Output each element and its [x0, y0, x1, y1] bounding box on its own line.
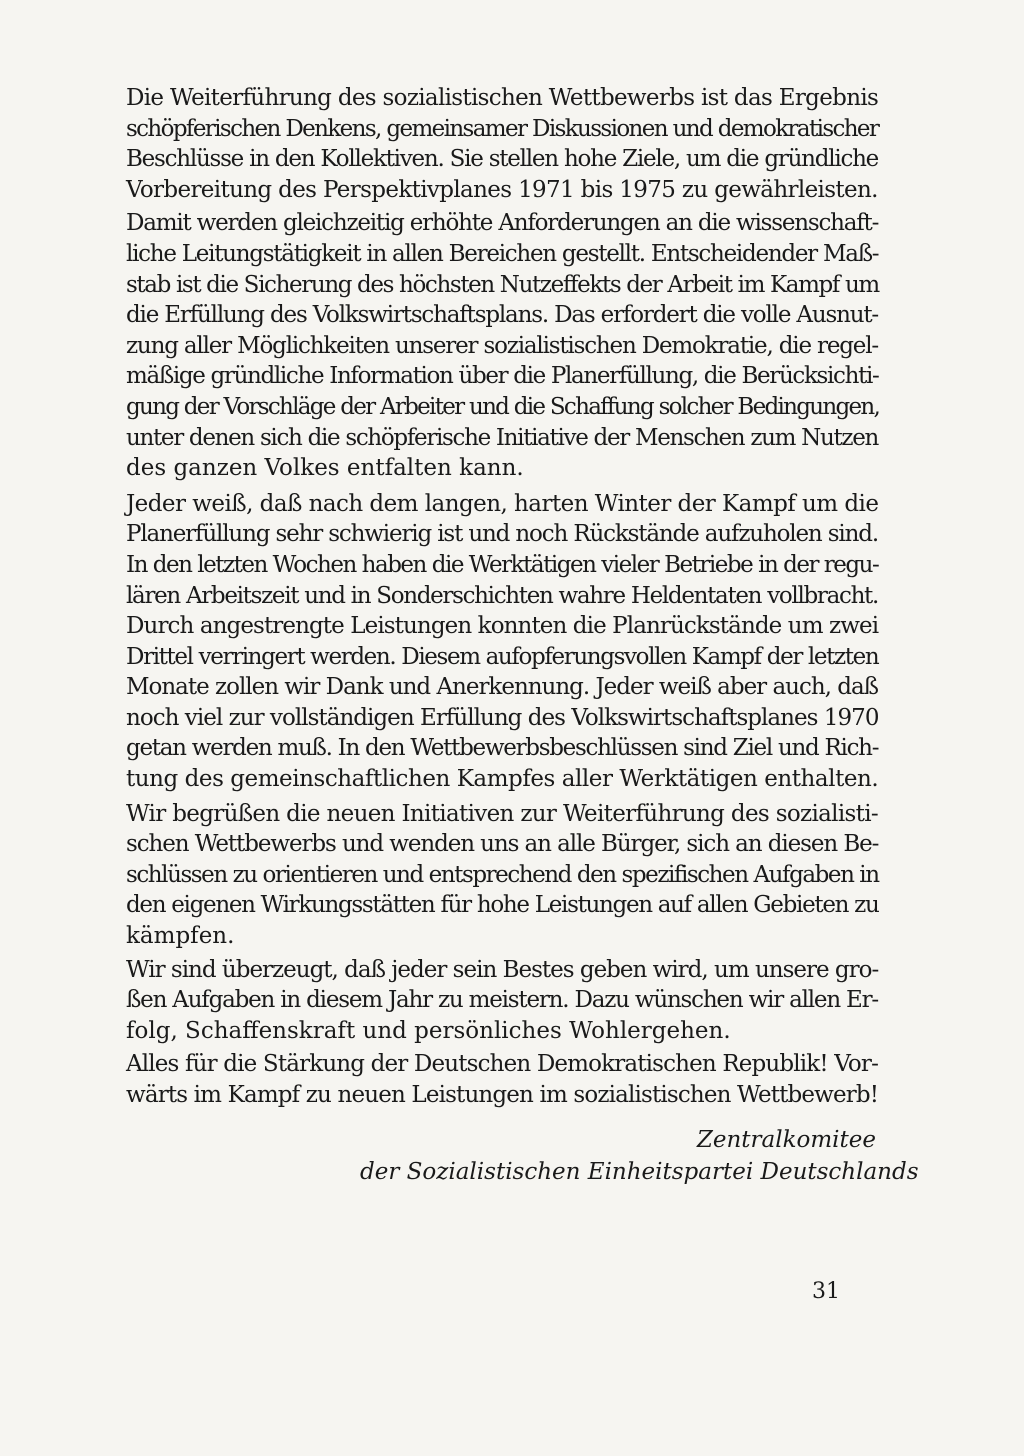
- signature-line-1: Zentralkomitee: [696, 1127, 876, 1153]
- text-line: schlüssen zu orientieren und entsprechend den spezifischen Aufgaben in: [126, 861, 879, 888]
- text-line: die Erfüllung des Volkswirtschaftsplans. Das erfordert die volle Ausnut-: [126, 302, 878, 329]
- text-line: ßen Aufgaben in diesem Jahr zu meistern. Dazu wünschen wir allen Er-: [126, 987, 878, 1014]
- text-line: den eigenen Wirkungsstätten für hohe Leistungen auf allen Gebieten zu: [126, 892, 879, 919]
- text-line: In den letzten Wochen haben die Werktätigen vieler Betriebe in der regu-: [126, 551, 879, 578]
- text-line: gung der Vorschläge der Arbeiter und die Schaffung solcher Bedingungen,: [126, 393, 880, 420]
- paragraph: [126, 83, 878, 205]
- paragraph: [126, 799, 878, 952]
- text-line: Beschlüsse in den Kollektiven. Sie stellen hohe Ziele, um die gründliche: [126, 146, 879, 173]
- text-line: unter denen sich die schöpferische Initiative der Menschen zum Nutzen: [126, 424, 878, 451]
- text-line: noch viel zur vollständigen Erfüllung des Volkswirtschaftsplanes 1970: [126, 704, 879, 731]
- text-line: kämpfen.: [126, 923, 235, 950]
- text-line: liche Leitungstätigkeit in allen Bereichen gestellt. Entscheidender Maß-: [126, 240, 879, 267]
- text-line: Wir begrüßen die neuen Initiativen zur Weiterführung des sozialisti-: [126, 800, 878, 827]
- text-line: tung des gemeinschaftlichen Kampfes aller Werktätigen enthalten.: [126, 766, 879, 793]
- text-line: Alles für die Stärkung der Deutschen Demokratischen Republik! Vor-: [126, 1051, 878, 1078]
- paragraph: [126, 489, 878, 795]
- text-line: des ganzen Volkes entfalten kann.: [126, 455, 524, 482]
- paragraph: [126, 1049, 878, 1110]
- text-line: Monate zollen wir Dank und Anerkennung. Jeder weiß aber auch, daß: [126, 674, 878, 701]
- text-line: Drittel verringert werden. Diesem aufopferungsvollen Kampf der letzten: [126, 643, 879, 670]
- paragraph: [126, 208, 878, 483]
- text-line: Wir sind überzeugt, daß jeder sein Bestes geben wird, um unsere gro-: [126, 956, 879, 983]
- text-line: schen Wettbewerbs und wenden uns an alle Bürger, sich an diesen Be-: [126, 831, 879, 858]
- text-line: Durch angestrengte Leistungen konnten die Planrückstände um zwei: [126, 613, 879, 640]
- text-line: Jeder weiß, daß nach dem langen, harten Winter der Kampf um die: [126, 490, 879, 517]
- page-number: 31: [812, 1279, 840, 1304]
- text-line: schöpferischen Denkens, gemeinsamer Diskussionen und demokratischer: [126, 115, 879, 142]
- text-line: stab ist die Sicherung des höchsten Nutzeffekts der Arbeit im Kampf um: [126, 271, 879, 298]
- signature-line-2: der Sozialistischen Einheitspartei Deutschlands: [360, 1159, 919, 1185]
- signature: [360, 1124, 919, 1188]
- text-line: Die Weiterführung des sozialistischen Wettbewerbs ist das Ergebnis: [126, 85, 879, 111]
- text-line: Damit werden gleichzeitig erhöhte Anforderungen an die wissenschaft-: [126, 210, 879, 237]
- text-line: lären Arbeitszeit und in Sonderschichten wahre Heldentaten vollbracht.: [126, 582, 878, 609]
- paragraph: [126, 955, 878, 1047]
- text-line: Vorbereitung des Perspektivplanes 1971 bis 1975 zu gewährleisten.: [126, 176, 878, 203]
- text-line: folg, Schaffenskraft und persönliches Wohlergehen.: [126, 1017, 731, 1044]
- text-line: Planerfüllung sehr schwierig ist und noch Rückstände aufzuholen sind.: [126, 521, 878, 548]
- body-text: [126, 83, 878, 1111]
- text-line: mäßige gründliche Information über die Planerfüllung, die Berücksichti-: [126, 363, 879, 390]
- text-line: getan werden muß. In den Wettbewerbsbeschlüssen sind Ziel und Rich-: [126, 735, 879, 762]
- text-line: zung aller Möglichkeiten unserer sozialistischen Demokratie, die regel-: [126, 332, 878, 359]
- text-line: wärts im Kampf zu neuen Leistungen im sozialistischen Wettbewerb!: [126, 1082, 879, 1108]
